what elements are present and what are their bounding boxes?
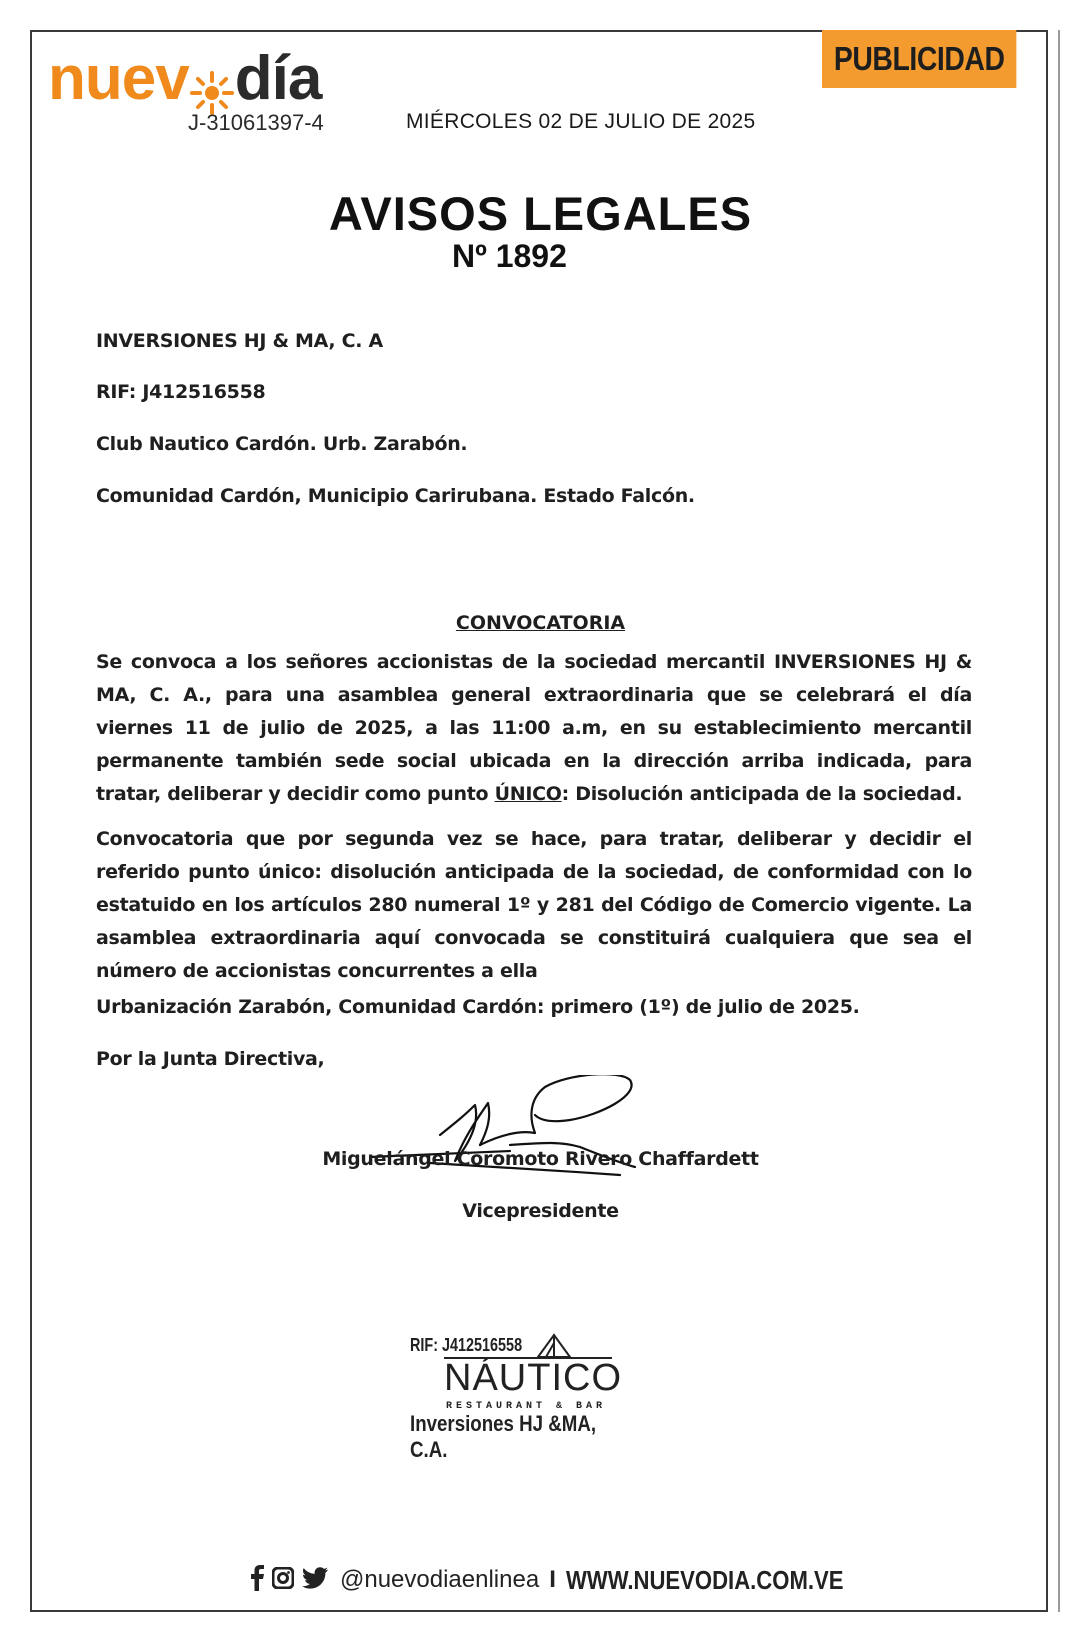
newspaper-rif: J-31061397-4 — [188, 110, 324, 135]
paragraph-1-end: : Disolución anticipada de la sociedad. — [561, 783, 963, 805]
instagram-icon[interactable] — [272, 1567, 294, 1594]
logo-text-right: día — [234, 44, 322, 113]
sail-icon — [534, 1333, 574, 1359]
publication-date: MIÉRCOLES 02 DE JULIO DE 2025 — [406, 110, 756, 133]
facebook-icon[interactable] — [250, 1565, 264, 1596]
twitter-icon[interactable] — [302, 1567, 328, 1594]
page-title: AVISOS LEGALES — [328, 187, 753, 240]
social-handle[interactable]: @nuevodiaenlinea — [340, 1566, 540, 1593]
company-stamp — [410, 1335, 670, 1462]
unico-underlined: ÚNICO — [494, 783, 562, 805]
paragraph-2-text: Convocatoria que por segunda vez se hace, para tratar, deliberar y decidir el referido punto único: disolución anticipada de la sociedad, de conformidad con lo estatuido en los artículos 280 numeral 1º y 281 del Código de Comercio vigente. La asamblea extraordinaria aquí convocada se constituirá cualquiera que sea el número de accionistas concurrentes a ella — [96, 828, 972, 982]
company-rif: RIF: J412516558 — [96, 381, 266, 403]
notice-number: Nº 1892 — [452, 238, 567, 274]
logo-text-left: nuev — [48, 44, 189, 113]
footer-separator: I — [549, 1566, 556, 1593]
convocatoria-heading: CONVOCATORIA — [455, 612, 626, 634]
signer-title: Vicepresidente — [462, 1200, 619, 1222]
place-and-date: Urbanización Zarabón, Comunidad Cardón: primero (1º) de julio de 2025. — [96, 996, 860, 1018]
company-address-2: Comunidad Cardón, Municipio Carirubana. Estado Falcón. — [96, 485, 695, 507]
convocatoria-paragraph-1 — [96, 646, 972, 811]
convocatoria-paragraph-2 — [96, 823, 972, 988]
closing-line: Por la Junta Directiva, — [96, 1048, 325, 1070]
stamp-brand: NÁUTICO — [444, 1357, 622, 1399]
nuevodia-logo — [48, 44, 322, 113]
publicidad-badge: PUBLICIDAD — [822, 30, 1016, 88]
website-link[interactable]: WWW.NUEVODIA.COM.VE — [565, 1564, 844, 1595]
company-name: INVERSIONES HJ & MA, C. A — [96, 330, 383, 352]
stamp-company: Inversiones HJ &MA, C.A. — [410, 1411, 597, 1462]
footer — [250, 1563, 892, 1597]
paragraph-1-text: Se convoca a los señores accionistas de la sociedad mercantil INVERSIONES HJ & MA, C. A., para una asamblea general extraordinaria que se celebrará el día viernes 11 de julio de 2025, a las 11:00 a.m, en su establecimiento mercantil permanente también sede social ubicada en la dirección arriba indicada, para tratar, deliberar y decidir como punto — [96, 651, 972, 805]
signer-name: Miguelángel Coromoto Rivero Chaffardett — [322, 1148, 759, 1170]
stamp-subtitle: RESTAURANT & BAR — [446, 1401, 607, 1412]
handwritten-signature — [370, 1075, 690, 1189]
page-edge-line — [1058, 30, 1060, 1612]
company-address-1: Club Nautico Cardón. Urb. Zarabón. — [96, 433, 468, 455]
stamp-rif: RIF: J412516558 — [410, 1335, 523, 1355]
